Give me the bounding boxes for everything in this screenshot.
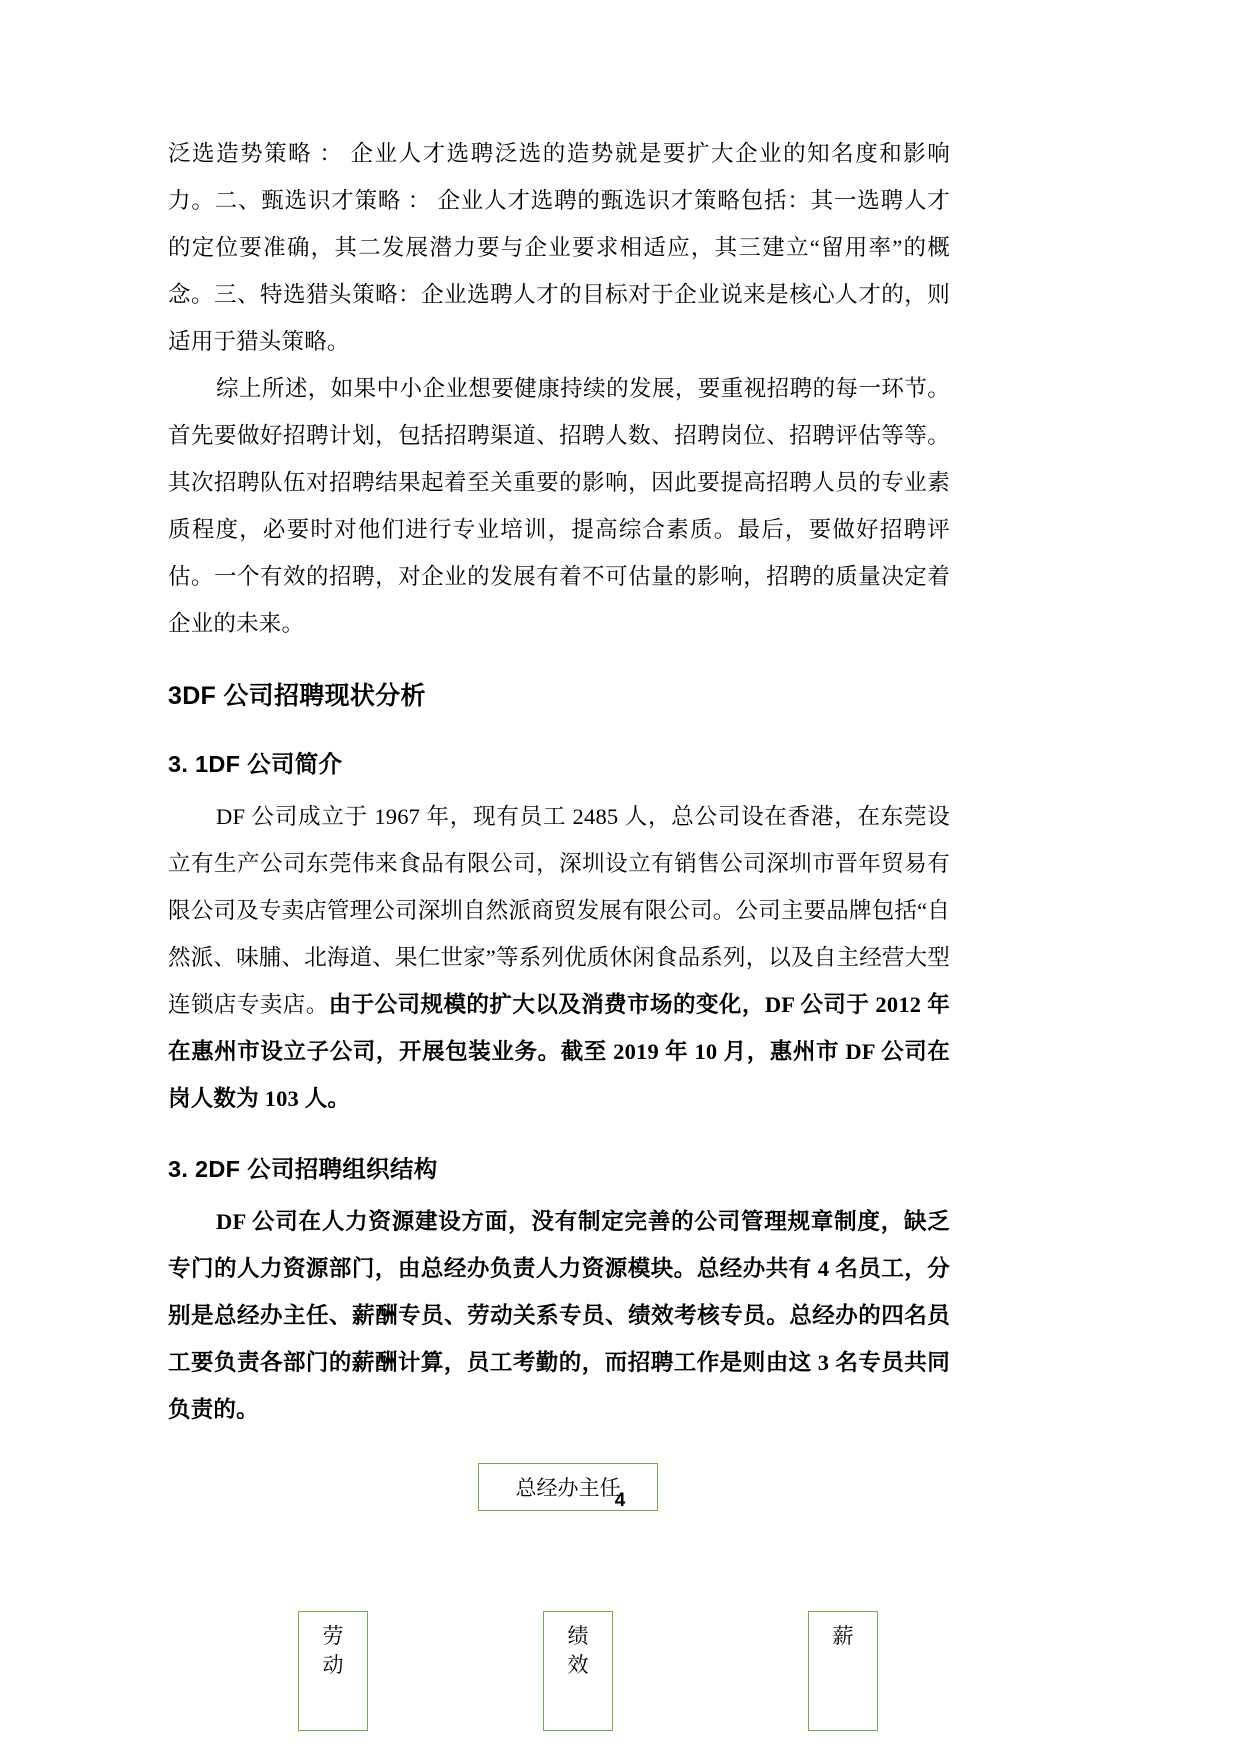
- page-number: 4: [614, 1490, 626, 1511]
- org-box-performance-label: 绩效: [567, 1625, 589, 1677]
- org-box-labor-relations: [298, 1611, 368, 1731]
- paragraph-company-intro: [168, 793, 950, 1122]
- org-box-compensation-label: 薪: [832, 1625, 854, 1648]
- org-box-director: 总经办主任: [478, 1463, 658, 1511]
- org-box-performance: [543, 1611, 613, 1731]
- paragraph-summary: 综上所述，如果中小企业想要健康持续的发展，要重视招聘的每一环节。首先要做好招聘计划，包括招聘渠道、招聘人数、招聘岗位、招聘评估等等。其次招聘队伍对招聘结果起着至关重要的影响，因此要提高招聘人员的专业素质程度，必要时对他们进行专业培训，提高综合素质。最后，要做好招聘评估。一个有效的招聘，对企业的发展有着不可估量的影响，招聘的质量决定着企业的未来。: [168, 376, 950, 636]
- paragraph-org-structure: DF 公司在人力资源建设方面，没有制定完善的公司管理规章制度，缺乏专门的人力资源部门，由总经办负责人力资源模块。总经办共有 4 名员工，分别是总经办主任、薪酬专员、劳动关系专员、绩效考核专员。总经办的四名员工要负责各部门的薪酬计算，员工考勤的，而招聘工作是则由这 3 名专员共同负责的。: [168, 1209, 950, 1422]
- company-intro-part-1: DF 公司成立于 1967 年，现有员工 2485 人，总公司设在香港，在东莞设立有生产公司东莞伟来食品有限公司，深圳设立有销售公司深圳市晋年贸易有限公司及专卖店管理公司深圳自然派商贸发展有限公司。公司主要品牌包括“自然派、味脯、北海道、果仁世家”等系列优质休闲食品系列，以及自主经营大型连锁店专卖店。: [168, 804, 950, 1017]
- paragraph-recruitment-strategies: 泛选造势策略 ： 企业人才选聘泛选的造势就是要扩大企业的知名度和影响力。二、甄选识才策略 ： 企业人才选聘的甄选识才策略包括：其一选聘人才的定位要准确，其二发展潜力要与企业要求相适应，其三建立“留用率”的概念。三、特选猎头策略：企业选聘人才的目标对于企业说来是核心人才的，则适用于猎头策略。: [168, 141, 950, 354]
- org-box-labor-relations-label: 劳动: [322, 1625, 344, 1677]
- page-content: [168, 130, 950, 1693]
- heading-section-3-1: 3. 1DF 公司简介: [168, 751, 343, 777]
- company-intro-part-2: 由于公司规模的扩大以及消费市场的变化，DF 公司于 2012 年在惠州市设立子公司，开展包装业务。截至 2019 年 10 月，惠州市 DF 公司在岗人数为 103 人。: [168, 992, 950, 1111]
- heading-section-3-2: 3. 2DF 公司招聘组织结构: [168, 1156, 438, 1182]
- org-box-compensation: [808, 1611, 878, 1731]
- heading-chapter-3: 3DF 公司招聘现状分析: [168, 682, 426, 710]
